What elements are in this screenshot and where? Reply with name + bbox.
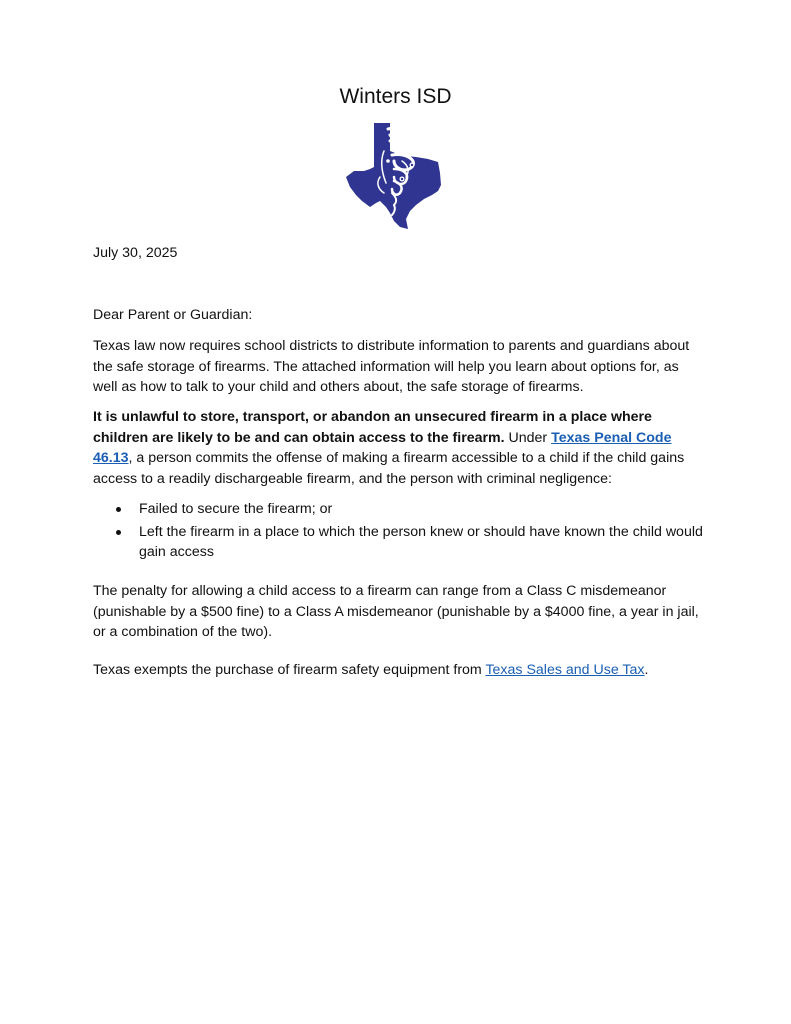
paragraph-law bbox=[93, 407, 703, 489]
law-text-after-link: , a person commits the offense of making a firearm accessible to a child if the child gains access to a readily dischargeable firearm, and the person with criminal negligence: bbox=[93, 450, 685, 487]
sales-tax-link[interactable]: Texas Sales and Use Tax bbox=[485, 662, 645, 678]
penal-code-link[interactable]: Texas Penal Code 46.13 bbox=[93, 429, 672, 466]
page-title: Winters ISD bbox=[339, 85, 452, 108]
paragraph-tax-exemption bbox=[93, 660, 703, 681]
tax-text-after-link: . bbox=[644, 662, 649, 678]
paragraph-intro: Texas law now requires school districts to distribute information to parents and guardians about the safe storage of firearms. The attached information will help you learn about options for, as well as how to talk to your child and others about, the safe storage of firearms. bbox=[93, 338, 690, 395]
letter-date: July 30, 2025 bbox=[93, 245, 178, 261]
negligence-bullet-list bbox=[93, 499, 703, 565]
paragraph-penalty: The penalty for allowing a child access to a firearm can range from a Class C misdemeanor (punishable by a $500 fine) to a Class A misdemeanor (punishable by a $4000 fine, a year in jail, or a combination of the two). bbox=[93, 583, 699, 640]
list-item-text: Failed to secure the firearm; or bbox=[139, 501, 333, 517]
list-item bbox=[93, 522, 703, 563]
texas-tornado-logo-icon bbox=[344, 121, 446, 231]
tax-text-before-link: Texas exempts the purchase of firearm safety equipment from bbox=[93, 662, 486, 678]
law-bold-statement: It is unlawful to store, transport, or abandon an unsecured firearm in a place where children are likely to be and can obtain access to the firearm. bbox=[93, 409, 652, 446]
list-item-text: Left the firearm in a place to which the person knew or should have known the child would gain access bbox=[139, 523, 703, 560]
list-item bbox=[93, 499, 703, 520]
letter-salutation: Dear Parent or Guardian: bbox=[93, 307, 253, 323]
bullet-icon bbox=[116, 507, 121, 512]
bullet-icon bbox=[116, 530, 121, 535]
law-text-before-link: Under bbox=[504, 429, 552, 446]
